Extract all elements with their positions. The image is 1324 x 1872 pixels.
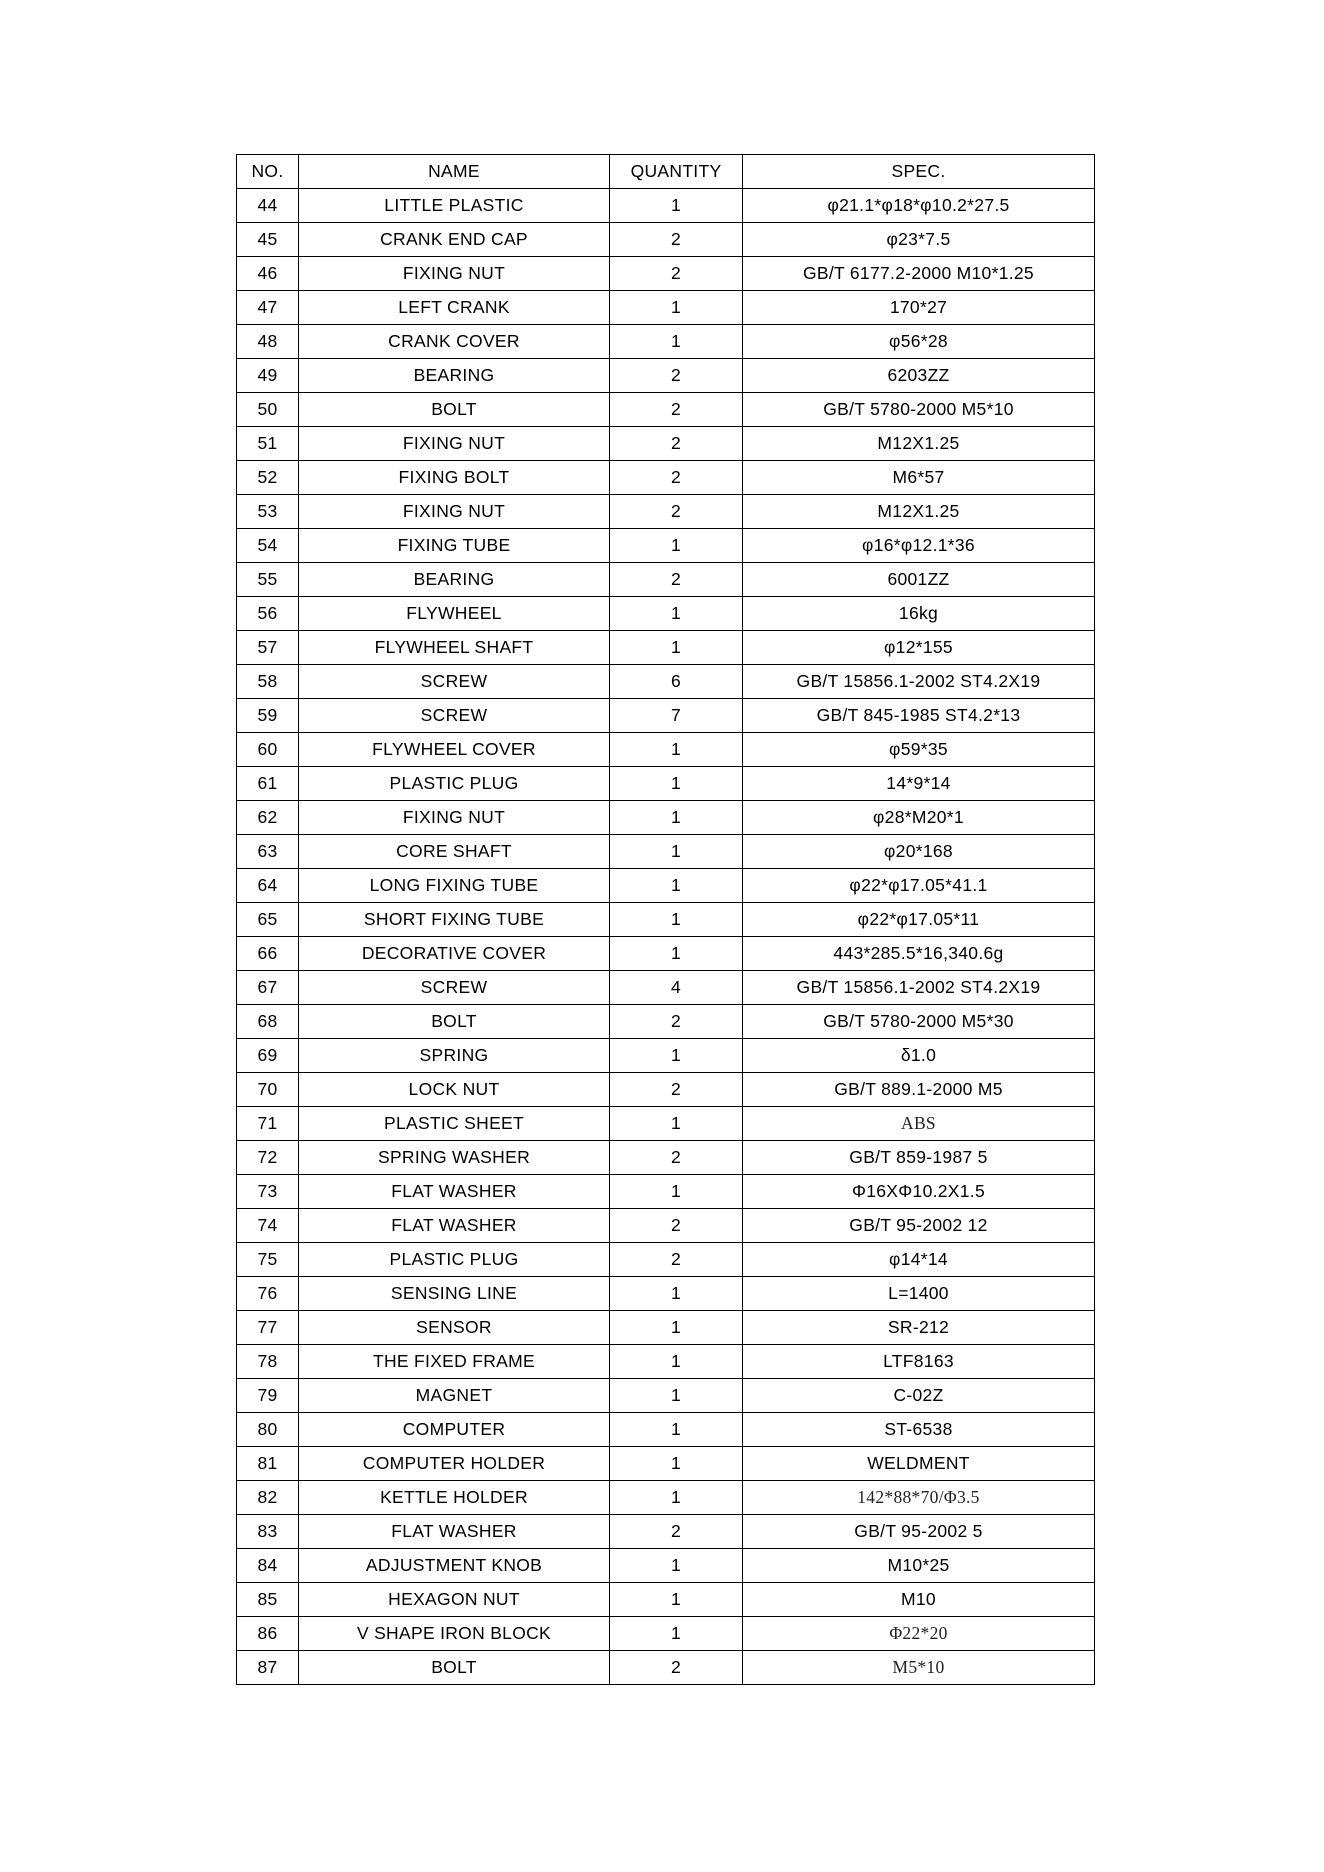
table-row [237,1141,1095,1175]
parts-table-body [237,189,1095,1685]
table-row [237,1107,1095,1141]
part-spec-cell: φ22*φ17.05*41.1 [743,869,1095,903]
part-spec-cell: δ1.0 [743,1039,1095,1073]
part-spec-cell: φ56*28 [743,325,1095,359]
part-name-cell: HEXAGON NUT [299,1583,610,1617]
part-quantity-cell: 2 [610,461,743,495]
part-name-cell: FLYWHEEL SHAFT [299,631,610,665]
part-quantity-cell: 1 [610,597,743,631]
header-name: NAME [299,155,610,189]
part-name-cell: PLASTIC SHEET [299,1107,610,1141]
part-number-cell: 72 [237,1141,299,1175]
table-row [237,223,1095,257]
part-quantity-cell: 2 [610,359,743,393]
part-spec-cell: M10 [743,1583,1095,1617]
part-number-cell: 57 [237,631,299,665]
part-spec-cell: GB/T 95-2002 5 [743,1515,1095,1549]
part-name-cell: SCREW [299,665,610,699]
part-spec-cell: GB/T 15856.1-2002 ST4.2X19 [743,665,1095,699]
part-quantity-cell: 4 [610,971,743,1005]
part-quantity-cell: 1 [610,189,743,223]
part-name-cell: SPRING WASHER [299,1141,610,1175]
part-spec-cell: M12X1.25 [743,495,1095,529]
part-spec-cell: φ28*M20*1 [743,801,1095,835]
part-number-cell: 71 [237,1107,299,1141]
part-name-cell: FLYWHEEL [299,597,610,631]
part-quantity-cell: 1 [610,1175,743,1209]
part-name-cell: THE FIXED FRAME [299,1345,610,1379]
part-name-cell: CORE SHAFT [299,835,610,869]
part-quantity-cell: 1 [610,1447,743,1481]
part-number-cell: 63 [237,835,299,869]
part-quantity-cell: 1 [610,1039,743,1073]
part-spec-cell: φ20*168 [743,835,1095,869]
part-quantity-cell: 1 [610,1379,743,1413]
table-row [237,1277,1095,1311]
part-number-cell: 77 [237,1311,299,1345]
part-number-cell: 44 [237,189,299,223]
table-row [237,257,1095,291]
part-number-cell: 54 [237,529,299,563]
part-spec-cell: 16kg [743,597,1095,631]
part-name-cell: CRANK COVER [299,325,610,359]
table-row [237,801,1095,835]
part-number-cell: 59 [237,699,299,733]
part-quantity-cell: 1 [610,937,743,971]
part-quantity-cell: 1 [610,869,743,903]
part-number-cell: 67 [237,971,299,1005]
part-quantity-cell: 1 [610,801,743,835]
table-row [237,1447,1095,1481]
part-spec-cell: φ59*35 [743,733,1095,767]
table-row [237,393,1095,427]
part-number-cell: 73 [237,1175,299,1209]
part-name-cell: BOLT [299,1651,610,1685]
part-spec-cell: GB/T 6177.2-2000 M10*1.25 [743,257,1095,291]
table-row [237,971,1095,1005]
part-number-cell: 46 [237,257,299,291]
part-name-cell: FLAT WASHER [299,1209,610,1243]
header-spec: SPEC. [743,155,1095,189]
part-quantity-cell: 1 [610,1345,743,1379]
part-quantity-cell: 1 [610,1481,743,1515]
table-row [237,665,1095,699]
part-spec-cell: LTF8163 [743,1345,1095,1379]
part-name-cell: KETTLE HOLDER [299,1481,610,1515]
part-name-cell: FLAT WASHER [299,1515,610,1549]
table-row [237,1481,1095,1515]
table-row [237,1039,1095,1073]
part-spec-cell: Φ16XΦ10.2X1.5 [743,1175,1095,1209]
part-name-cell: BOLT [299,393,610,427]
part-number-cell: 68 [237,1005,299,1039]
part-quantity-cell: 2 [610,1243,743,1277]
table-row [237,699,1095,733]
part-number-cell: 75 [237,1243,299,1277]
part-quantity-cell: 1 [610,1107,743,1141]
table-row [237,495,1095,529]
part-name-cell: BEARING [299,563,610,597]
part-number-cell: 56 [237,597,299,631]
table-row [237,1073,1095,1107]
table-row [237,1515,1095,1549]
table-row [237,1243,1095,1277]
part-spec-cell: M6*57 [743,461,1095,495]
part-name-cell: SENSOR [299,1311,610,1345]
part-number-cell: 61 [237,767,299,801]
part-spec-cell: GB/T 95-2002 12 [743,1209,1095,1243]
part-number-cell: 58 [237,665,299,699]
part-number-cell: 78 [237,1345,299,1379]
part-number-cell: 50 [237,393,299,427]
part-name-cell: LEFT CRANK [299,291,610,325]
table-row [237,767,1095,801]
part-name-cell: FIXING NUT [299,495,610,529]
part-quantity-cell: 1 [610,1617,743,1651]
table-row [237,1651,1095,1685]
part-quantity-cell: 1 [610,1583,743,1617]
table-row [237,1345,1095,1379]
part-number-cell: 65 [237,903,299,937]
part-spec-cell: φ21.1*φ18*φ10.2*27.5 [743,189,1095,223]
part-number-cell: 70 [237,1073,299,1107]
part-number-cell: 85 [237,1583,299,1617]
table-row [237,291,1095,325]
part-number-cell: 86 [237,1617,299,1651]
part-spec-cell: M10*25 [743,1549,1095,1583]
part-spec-cell: ST-6538 [743,1413,1095,1447]
part-quantity-cell: 1 [610,903,743,937]
part-name-cell: SCREW [299,971,610,1005]
part-quantity-cell: 1 [610,291,743,325]
part-quantity-cell: 6 [610,665,743,699]
part-name-cell: FIXING BOLT [299,461,610,495]
part-spec-cell: φ14*14 [743,1243,1095,1277]
table-row [237,1311,1095,1345]
part-number-cell: 79 [237,1379,299,1413]
part-number-cell: 51 [237,427,299,461]
table-row [237,869,1095,903]
part-quantity-cell: 2 [610,223,743,257]
table-row [237,1175,1095,1209]
part-quantity-cell: 2 [610,257,743,291]
table-row [237,529,1095,563]
part-quantity-cell: 1 [610,1311,743,1345]
part-name-cell: FIXING NUT [299,257,610,291]
part-quantity-cell: 1 [610,1413,743,1447]
part-name-cell: V SHAPE IRON BLOCK [299,1617,610,1651]
part-spec-cell: GB/T 5780-2000 M5*10 [743,393,1095,427]
part-spec-cell: φ12*155 [743,631,1095,665]
table-row [237,835,1095,869]
part-number-cell: 64 [237,869,299,903]
part-spec-cell: 6203ZZ [743,359,1095,393]
table-row [237,937,1095,971]
header-quantity: QUANTITY [610,155,743,189]
part-quantity-cell: 1 [610,325,743,359]
part-quantity-cell: 1 [610,767,743,801]
part-number-cell: 81 [237,1447,299,1481]
part-spec-cell: 443*285.5*16,340.6g [743,937,1095,971]
table-row [237,1005,1095,1039]
part-spec-cell: GB/T 15856.1-2002 ST4.2X19 [743,971,1095,1005]
part-number-cell: 53 [237,495,299,529]
part-name-cell: ADJUSTMENT KNOB [299,1549,610,1583]
part-spec-cell: WELDMENT [743,1447,1095,1481]
part-quantity-cell: 7 [610,699,743,733]
part-quantity-cell: 2 [610,563,743,597]
part-name-cell: PLASTIC PLUG [299,767,610,801]
part-spec-cell: φ22*φ17.05*11 [743,903,1095,937]
header-row [237,155,1095,189]
table-row [237,189,1095,223]
part-quantity-cell: 1 [610,529,743,563]
part-number-cell: 84 [237,1549,299,1583]
part-spec-cell: 14*9*14 [743,767,1095,801]
part-name-cell: BOLT [299,1005,610,1039]
table-row [237,733,1095,767]
part-quantity-cell: 2 [610,1651,743,1685]
part-spec-cell: 170*27 [743,291,1095,325]
part-spec-cell: L=1400 [743,1277,1095,1311]
part-quantity-cell: 1 [610,631,743,665]
part-number-cell: 60 [237,733,299,767]
part-spec-cell: M12X1.25 [743,427,1095,461]
part-quantity-cell: 2 [610,1209,743,1243]
part-name-cell: LONG FIXING TUBE [299,869,610,903]
part-number-cell: 62 [237,801,299,835]
part-name-cell: COMPUTER [299,1413,610,1447]
table-row [237,359,1095,393]
part-spec-cell: GB/T 5780-2000 M5*30 [743,1005,1095,1039]
part-number-cell: 66 [237,937,299,971]
table-row [237,1617,1095,1651]
part-quantity-cell: 1 [610,1277,743,1311]
header-no: NO. [237,155,299,189]
part-spec-cell: GB/T 845-1985 ST4.2*13 [743,699,1095,733]
part-spec-cell: φ16*φ12.1*36 [743,529,1095,563]
part-spec-cell: GB/T 889.1-2000 M5 [743,1073,1095,1107]
part-spec-cell: 6001ZZ [743,563,1095,597]
part-name-cell: CRANK END CAP [299,223,610,257]
part-number-cell: 74 [237,1209,299,1243]
part-number-cell: 76 [237,1277,299,1311]
table-row [237,461,1095,495]
table-row [237,427,1095,461]
part-number-cell: 87 [237,1651,299,1685]
part-name-cell: LOCK NUT [299,1073,610,1107]
table-row [237,1209,1095,1243]
parts-table [236,154,1095,1685]
table-row [237,1549,1095,1583]
part-number-cell: 82 [237,1481,299,1515]
part-quantity-cell: 2 [610,1073,743,1107]
part-spec-cell: ABS [743,1107,1095,1141]
part-quantity-cell: 2 [610,427,743,461]
part-quantity-cell: 2 [610,495,743,529]
part-quantity-cell: 1 [610,733,743,767]
table-row [237,597,1095,631]
part-number-cell: 83 [237,1515,299,1549]
part-name-cell: SHORT FIXING TUBE [299,903,610,937]
part-quantity-cell: 2 [610,393,743,427]
part-name-cell: COMPUTER HOLDER [299,1447,610,1481]
part-spec-cell: SR-212 [743,1311,1095,1345]
part-spec-cell: M5*10 [743,1651,1095,1685]
part-number-cell: 69 [237,1039,299,1073]
table-row [237,1583,1095,1617]
part-quantity-cell: 1 [610,835,743,869]
table-row [237,1379,1095,1413]
part-number-cell: 49 [237,359,299,393]
part-spec-cell: 142*88*70/Φ3.5 [743,1481,1095,1515]
part-spec-cell: Φ22*20 [743,1617,1095,1651]
table-row [237,631,1095,665]
part-name-cell: FLAT WASHER [299,1175,610,1209]
part-name-cell: FLYWHEEL COVER [299,733,610,767]
part-name-cell: LITTLE PLASTIC [299,189,610,223]
table-row [237,903,1095,937]
table-row [237,1413,1095,1447]
part-name-cell: FIXING TUBE [299,529,610,563]
part-number-cell: 80 [237,1413,299,1447]
part-spec-cell: φ23*7.5 [743,223,1095,257]
part-number-cell: 47 [237,291,299,325]
part-name-cell: FIXING NUT [299,427,610,461]
part-name-cell: MAGNET [299,1379,610,1413]
part-name-cell: DECORATIVE COVER [299,937,610,971]
part-name-cell: PLASTIC PLUG [299,1243,610,1277]
part-quantity-cell: 2 [610,1141,743,1175]
part-name-cell: SENSING LINE [299,1277,610,1311]
part-quantity-cell: 1 [610,1549,743,1583]
part-quantity-cell: 2 [610,1515,743,1549]
part-spec-cell: C-02Z [743,1379,1095,1413]
table-row [237,563,1095,597]
part-name-cell: FIXING NUT [299,801,610,835]
part-number-cell: 55 [237,563,299,597]
table-row [237,325,1095,359]
part-name-cell: SCREW [299,699,610,733]
part-spec-cell: GB/T 859-1987 5 [743,1141,1095,1175]
part-number-cell: 45 [237,223,299,257]
parts-table-header [237,155,1095,189]
part-quantity-cell: 2 [610,1005,743,1039]
part-number-cell: 48 [237,325,299,359]
part-number-cell: 52 [237,461,299,495]
part-name-cell: BEARING [299,359,610,393]
part-name-cell: SPRING [299,1039,610,1073]
